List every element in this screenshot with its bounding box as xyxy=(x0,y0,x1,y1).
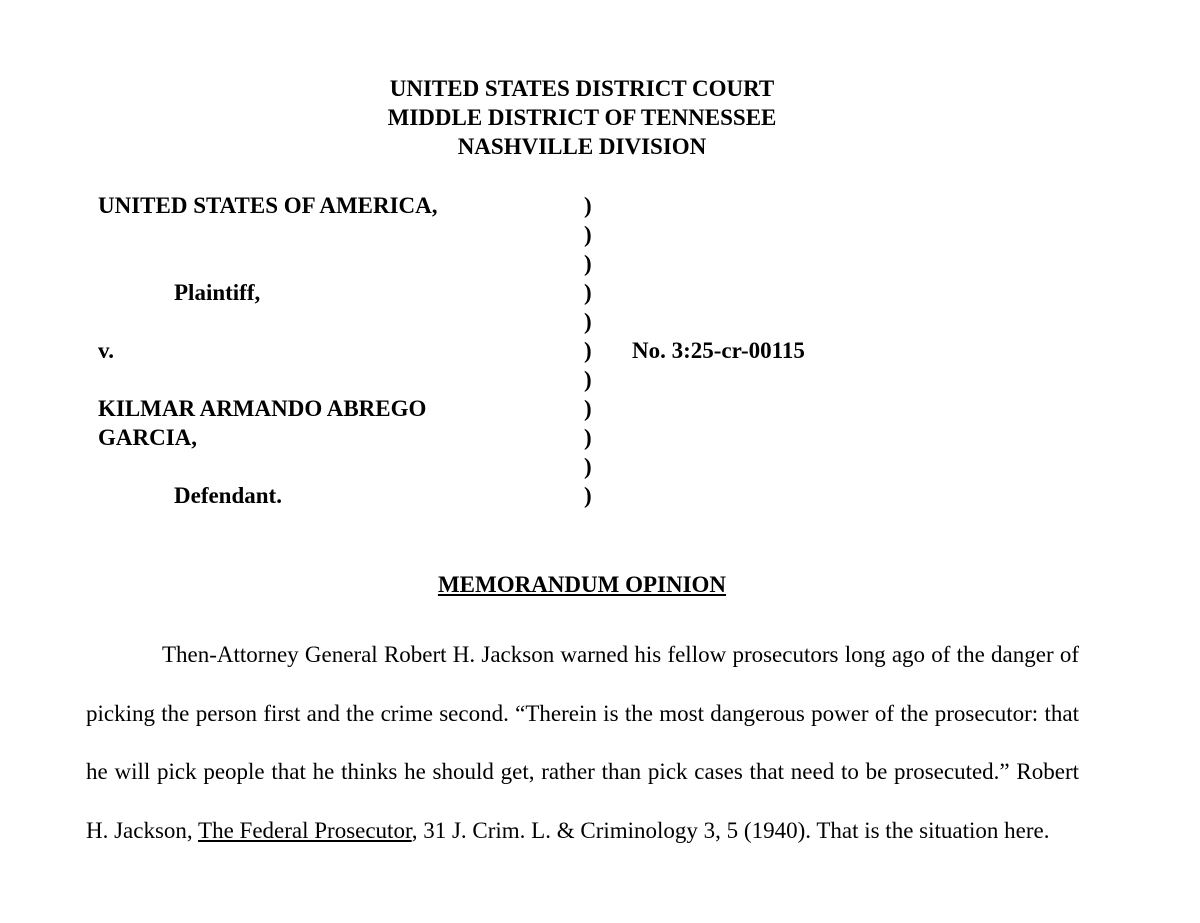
plaintiff-name: UNITED STATES OF AMERICA, xyxy=(98,193,438,218)
court-name: UNITED STATES DISTRICT COURT xyxy=(389,76,775,101)
paragraph-text: , 31 J. Crim. L. & Criminology 3, 5 (1940). That is the situation here. xyxy=(411,817,1050,843)
caption-spacer xyxy=(98,307,568,336)
document-title xyxy=(0,570,1164,599)
caption-spacer xyxy=(98,452,568,481)
caption-spacer xyxy=(98,249,568,278)
opinion-body xyxy=(86,626,1079,860)
case-number: No. 3:25-cr-00115 xyxy=(632,338,805,363)
district-name: MIDDLE DISTRICT OF TENNESSEE xyxy=(387,105,777,130)
caption-paren: ) xyxy=(584,396,592,421)
court-header xyxy=(0,74,1164,161)
citation-title: The Federal Prosecutor xyxy=(198,817,412,843)
caption-spacer xyxy=(98,365,568,394)
caption-paren: ) xyxy=(584,280,592,305)
document-title-text: MEMORANDUM OPINION xyxy=(437,572,727,597)
caption-paren: ) xyxy=(584,483,592,508)
defendant-role: Defendant. xyxy=(174,483,282,508)
plaintiff-role: Plaintiff, xyxy=(174,280,261,305)
caption-paren: ) xyxy=(584,367,592,392)
versus-label: v. xyxy=(98,338,114,363)
defendant-name-line1: KILMAR ARMANDO ABREGO xyxy=(98,396,427,421)
paragraph-text: Then-Attorney General Robert H. Jackson warned his fellow prosecutors long ago of the danger of picking the person first and the crime second. “Therein is the most dangerous power of the prosecutor: that he will pick people that he thinks he should get, rather than pick cases that need to be prosecuted.” Robert H. Jackson, xyxy=(86,642,1079,843)
caption-paren: ) xyxy=(584,338,592,363)
caption-paren: ) xyxy=(584,309,592,334)
caption-paren: ) xyxy=(584,193,592,218)
defendant-name-line2: GARCIA, xyxy=(98,425,198,450)
caption-paren: ) xyxy=(584,251,592,276)
case-caption-parties xyxy=(98,191,568,510)
opinion-paragraph xyxy=(86,626,1079,860)
caption-paren: ) xyxy=(584,454,592,479)
division-name: NASHVILLE DIVISION xyxy=(457,134,707,159)
caption-paren: ) xyxy=(584,425,592,450)
caption-spacer xyxy=(98,220,568,249)
caption-paren: ) xyxy=(584,222,592,247)
caption-paren-column xyxy=(584,191,604,510)
